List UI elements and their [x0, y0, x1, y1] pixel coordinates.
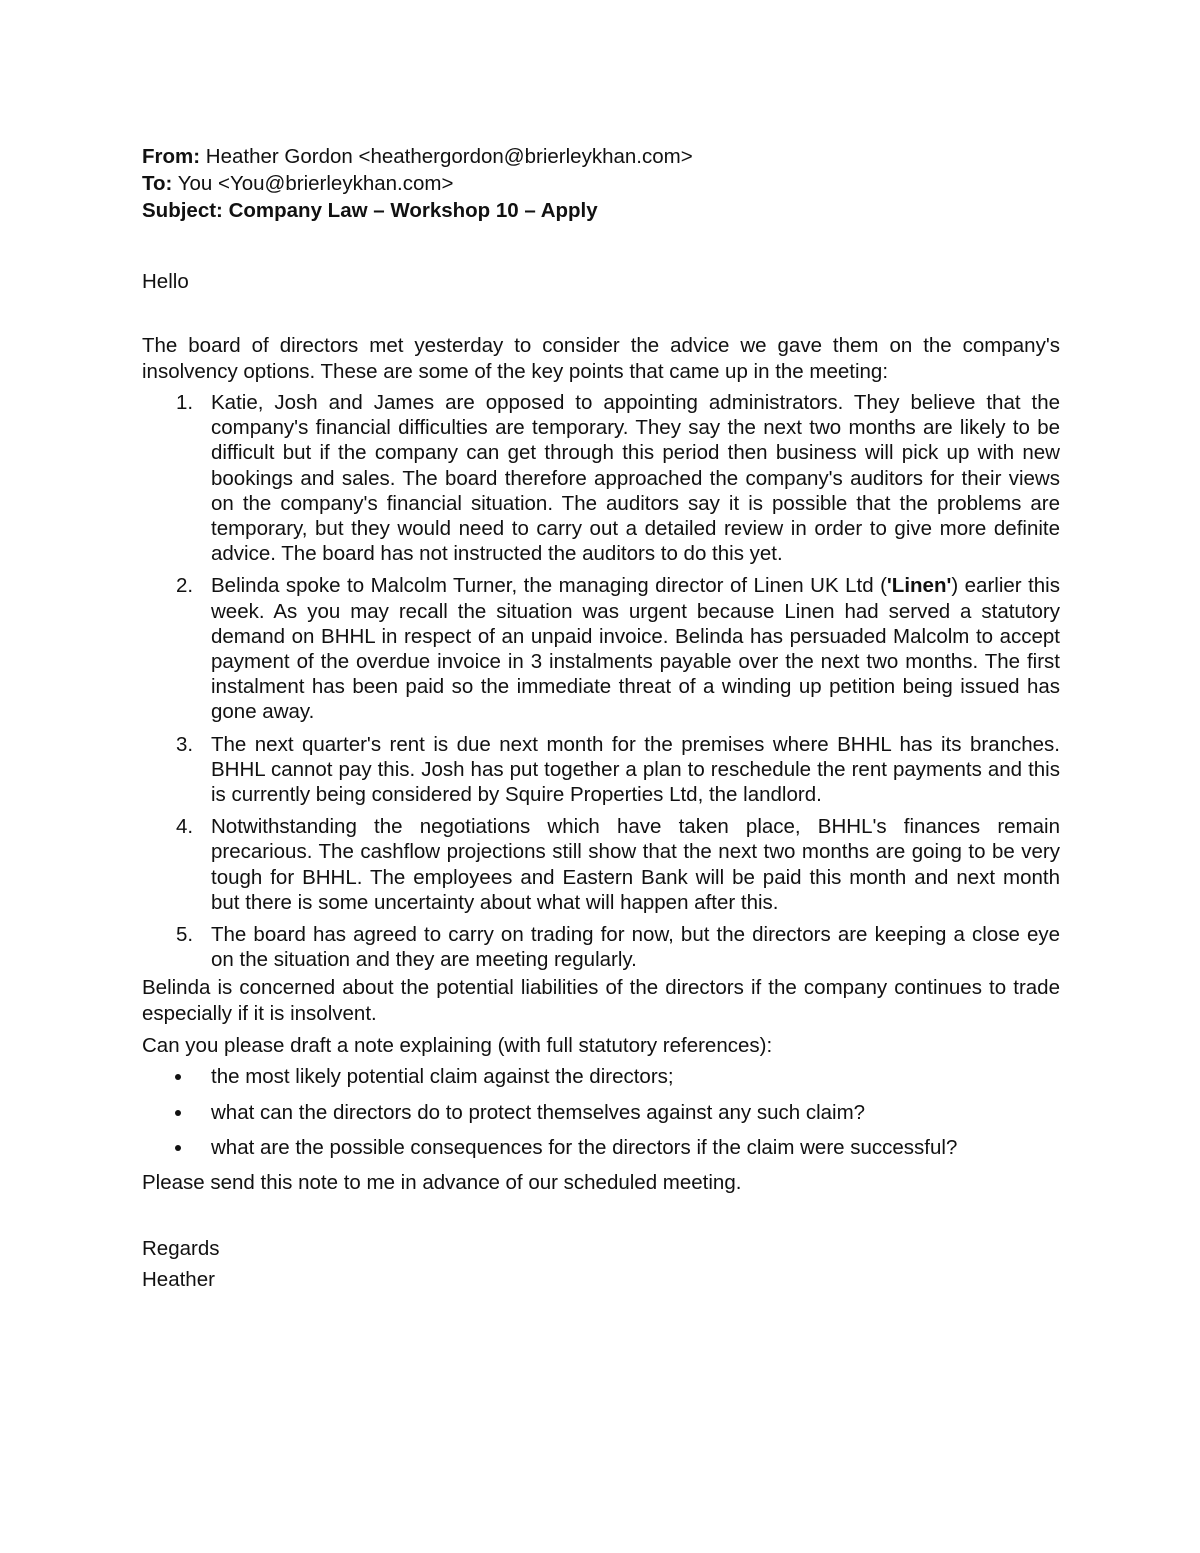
defined-term: 'Linen' — [886, 574, 952, 598]
to-label: To: — [142, 172, 173, 195]
signature: Heather — [142, 1268, 215, 1291]
from-label: From: — [142, 145, 201, 168]
to-value: You <You@brierleykhan.com> — [177, 172, 454, 195]
deadline-paragraph: Please send this note to me in advance of our scheduled meeting. — [142, 1171, 742, 1194]
to-line — [142, 170, 1072, 197]
list-item — [142, 390, 1060, 566]
list-item — [142, 573, 1060, 724]
intro-paragraph: The board of directors met yesterday to consider the advice we gave them on the company's insolvency options. These are some of the key points that came up in the meeting: — [142, 334, 1060, 383]
signoff: Regards — [142, 1237, 220, 1260]
list-number: 1. — [176, 391, 194, 414]
bullet-item — [142, 1064, 1060, 1090]
request-bullet-list — [142, 1064, 1060, 1171]
list-number: 2. — [176, 574, 194, 598]
list-item-text: Notwithstanding the negotiations which have taken place, BHHL's finances remain precarious. The cashflow projections still show that the next two months are going to be very tough for BHHL. The employees and Eastern Bank will be paid this month and next month but there is some uncertainty about what will happen after this. — [211, 815, 1060, 914]
list-item — [142, 922, 1060, 972]
list-item-text: Katie, Josh and James are opposed to appointing administrators. They believe that the company's financial difficulties are temporary. They say the next two months are likely to be difficult but if the company can get through this period then business will pick up with new bookings and sales. The board therefore approached the company's auditors for their views on the company's financial situation. The auditors say it is possible that the problems are temporary, but they would need to carry out a detailed review in order to give more definite advice. The board has not instructed the auditors to do this yet. — [211, 391, 1060, 566]
bullet-text: what are the possible consequences for the directors if the claim were successful? — [211, 1136, 958, 1159]
bullet-icon — [175, 1145, 181, 1151]
greeting: Hello — [142, 270, 189, 293]
list-number: 3. — [176, 732, 194, 756]
from-line — [142, 143, 1072, 170]
bullet-item — [142, 1135, 1060, 1161]
email-closing — [142, 1233, 220, 1295]
bullet-text: the most likely potential claim against the directors; — [211, 1065, 674, 1088]
list-item-text-part: ) earlier this week. As you may recall the situation was urgent because Linen had served a statutory demand on BHHL in respect of an unpaid invoice. Belinda has persuaded Malcolm to accept payment of the overdue invoice in 3 instalments payable over the next two months. The first instalment has been paid so the immediate threat of a winding up petition being issued has gone away. — [211, 574, 1060, 724]
key-points-list — [142, 390, 1060, 979]
concern-paragraph: Belinda is concerned about the potential liabilities of the directors if the company continues to trade especially if it is insolvent. — [142, 976, 1060, 1025]
email-header — [142, 143, 1072, 224]
list-item — [142, 732, 1060, 808]
list-item-text: The next quarter's rent is due next month for the premises where BHHL has its branches. BHHL cannot pay this. Josh has put together a plan to reschedule the rent payments and this is currently being considered by Squire Properties Ltd, the landlord. — [211, 732, 1060, 807]
request-paragraph: Can you please draft a note explaining (with full statutory references): — [142, 1034, 773, 1057]
list-item — [142, 814, 1060, 915]
bullet-item — [142, 1100, 1060, 1126]
subject-value: Company Law – Workshop 10 – Apply — [228, 199, 598, 222]
from-value: Heather Gordon <heathergordon@brierleykhan.com> — [205, 145, 693, 168]
bullet-icon — [175, 1074, 181, 1080]
subject-line — [142, 197, 1072, 224]
list-number: 5. — [176, 923, 194, 947]
list-item-text — [211, 574, 1060, 723]
bullet-icon — [175, 1110, 181, 1116]
bullet-text: what can the directors do to protect themselves against any such claim? — [211, 1100, 866, 1124]
subject-label: Subject: — [142, 199, 223, 222]
list-item-text: The board has agreed to carry on trading for now, but the directors are keeping a close eye on the situation and they are meeting regularly. — [211, 923, 1060, 972]
list-item-text-part: Belinda spoke to Malcolm Turner, the managing director of Linen UK Ltd ( — [211, 574, 887, 598]
list-number: 4. — [176, 815, 194, 839]
